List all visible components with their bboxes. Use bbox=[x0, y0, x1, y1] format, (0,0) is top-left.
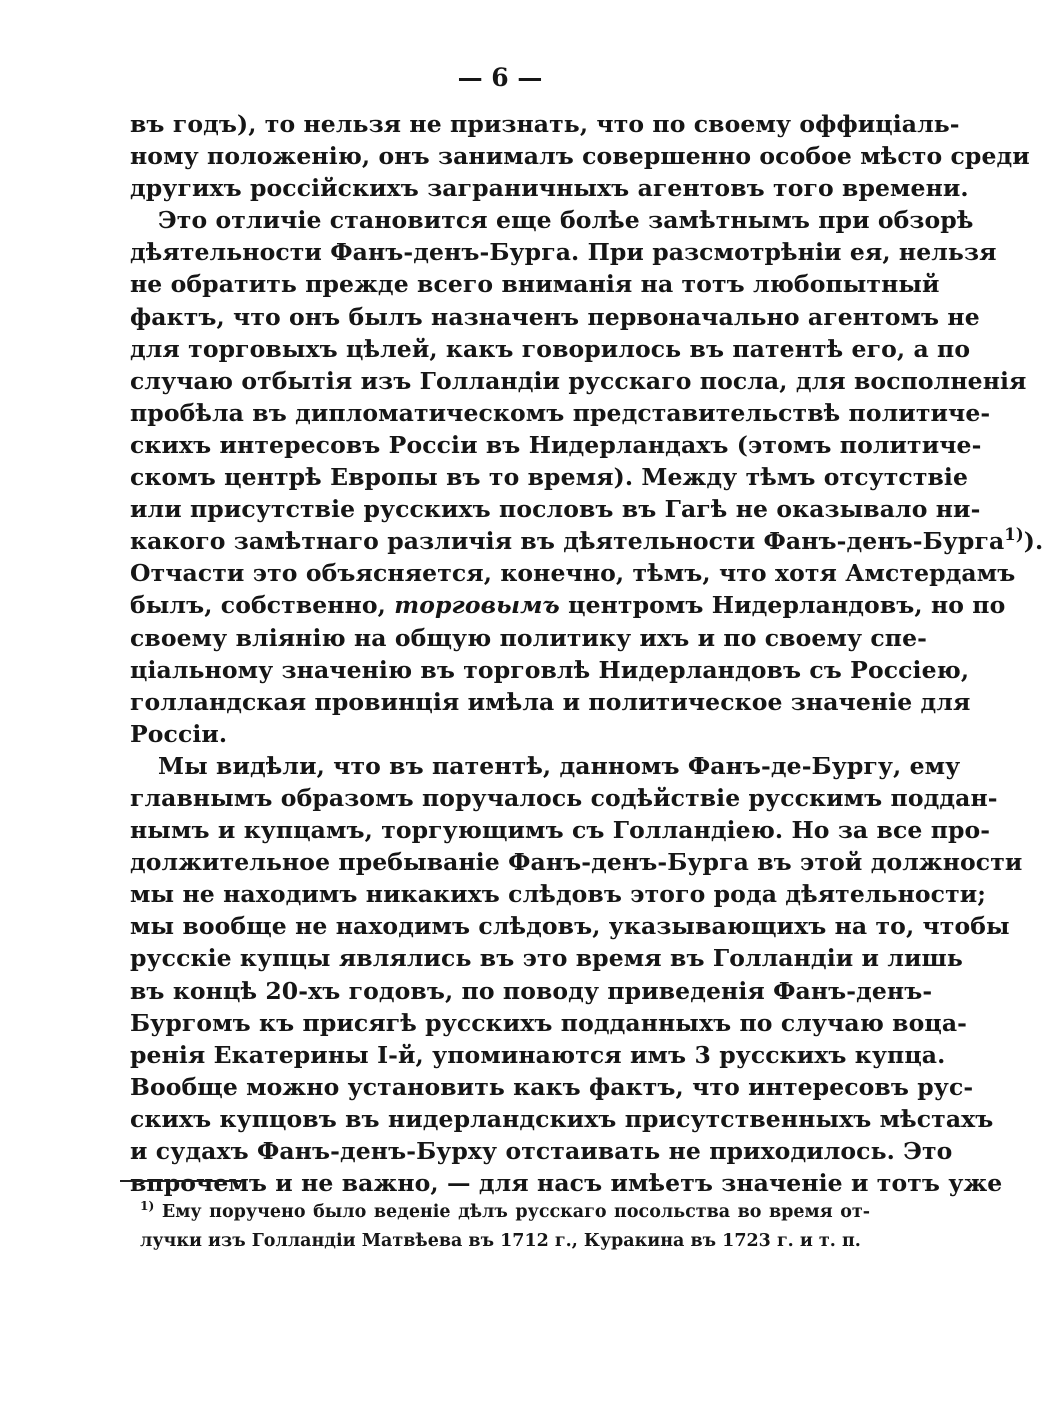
text-line: мы не находимъ никакихъ слѣдовъ этого рода дѣятельности; bbox=[130, 880, 987, 909]
text-line: или присутствіе русскихъ пословъ въ Гагѣ не оказывало ни- bbox=[130, 495, 981, 524]
paragraph-start-line: Мы видѣли, что въ патентѣ, данномъ Фанъ-де-Бургу, ему bbox=[158, 751, 961, 780]
footnote-text: Ему поручено было веденіе дѣлъ русскаго посольства во время от- bbox=[161, 1202, 871, 1222]
footnote-line: лучки изъ Голландіи Матвѣева въ 1712 г., Куракина въ 1723 г. и т. п. bbox=[140, 1231, 861, 1251]
text-line: и судахъ Фанъ-денъ-Бурху отстаивать не приходилось. Это bbox=[130, 1137, 953, 1165]
italic-word: торговымъ bbox=[394, 591, 560, 620]
text-line: въ годъ), то нельзя не признать, что по своему оффиціаль- bbox=[130, 110, 960, 138]
text-line: мы вообще не находимъ слѣдовъ, указывающихъ на то, чтобы bbox=[130, 912, 1010, 941]
text-line-with-italic bbox=[130, 589, 1006, 621]
text-line: русскіе купцы являлись въ это время въ Голландіи и лишь bbox=[130, 944, 963, 973]
text-line: должительное пребываніе Фанъ-денъ-Бурга въ этой должности bbox=[130, 848, 1023, 877]
footnote-marker: 1) bbox=[140, 1198, 155, 1214]
text-line: Отчасти это объясняется, конечно, тѣмъ, что хотя Амстердамъ bbox=[130, 559, 1016, 588]
text-line: дѣятельности Фанъ-денъ-Бурга. При разсмотрѣніи ея, нельзя bbox=[130, 238, 997, 267]
footnote bbox=[140, 1198, 870, 1256]
text-line: нымъ и купцамъ, торгующимъ съ Голландіею. Но за все про- bbox=[130, 816, 991, 845]
text-segment: какого замѣтнаго различія въ дѣятельности Фанъ-денъ-Бурга bbox=[130, 527, 1005, 556]
text-line: пробѣла въ дипломатическомъ представительствѣ политиче- bbox=[130, 398, 991, 427]
footnote-ref[interactable]: 1) bbox=[1004, 525, 1024, 545]
text-line: другихъ россійскихъ заграничныхъ агентовъ того времени. bbox=[130, 174, 969, 203]
text-line: скихъ интересовъ Россіи въ Нидерландахъ (этомъ политиче- bbox=[130, 430, 982, 459]
text-line: ціальному значенію въ торговлѣ Нидерландовъ съ Россіею, bbox=[130, 655, 970, 684]
text-line-with-footnote-ref bbox=[130, 525, 1043, 557]
text-line: случаю отбытія изъ Голландіи русскаго посла, для восполненія bbox=[130, 366, 1027, 395]
text-line: Россіи. bbox=[130, 719, 228, 748]
text-line: голландская провинція имѣла и политическое значеніе для bbox=[130, 687, 971, 716]
paragraph-start-line: Это отличіе становится еще болѣе замѣтнымъ при обзорѣ bbox=[158, 206, 974, 235]
text-line: впрочемъ и не важно, — для насъ имѣетъ значеніе и тотъ уже bbox=[130, 1169, 1003, 1198]
body-text bbox=[130, 108, 1043, 1199]
text-segment: центромъ Нидерландовъ, но по bbox=[568, 591, 1006, 620]
text-line: своему вліянію на общую политику ихъ и по своему спе- bbox=[130, 623, 927, 652]
text-segment: былъ, собственно, bbox=[130, 591, 386, 620]
text-line: въ концѣ 20-хъ годовъ, по поводу приведенія Фанъ-денъ- bbox=[130, 976, 933, 1005]
text-line: скомъ центрѣ Европы въ то время). Между тѣмъ отсутствіе bbox=[130, 463, 969, 492]
text-line: ренія Екатерины І-й, упоминаются имъ 3 русскихъ купца. bbox=[130, 1040, 946, 1069]
page-number: — 6 — bbox=[457, 63, 543, 92]
text-segment: ). bbox=[1023, 527, 1043, 556]
text-line: Вообще можно установить какъ фактъ, что интересовъ рус- bbox=[130, 1072, 974, 1101]
text-line: для торговыхъ цѣлей, какъ говорилось въ патентѣ его, а по bbox=[130, 334, 971, 363]
footnote-line bbox=[140, 1198, 870, 1227]
text-line: фактъ, что онъ былъ назначенъ первоначально агентомъ не bbox=[130, 302, 980, 331]
text-line: ному положенію, онъ занималъ совершенно особое мѣсто среди bbox=[130, 142, 1030, 171]
text-line: скихъ купцовъ въ нидерландскихъ присутственныхъ мѣстахъ bbox=[130, 1104, 994, 1133]
text-line: главнымъ образомъ поручалось содѣйствіе русскимъ поддан- bbox=[130, 783, 998, 812]
footnote-divider bbox=[120, 1180, 244, 1182]
text-line: не обратить прежде всего вниманія на тотъ любопытный bbox=[130, 270, 940, 299]
text-line: Бургомъ къ присягѣ русскихъ подданныхъ по случаю воца- bbox=[130, 1008, 968, 1037]
